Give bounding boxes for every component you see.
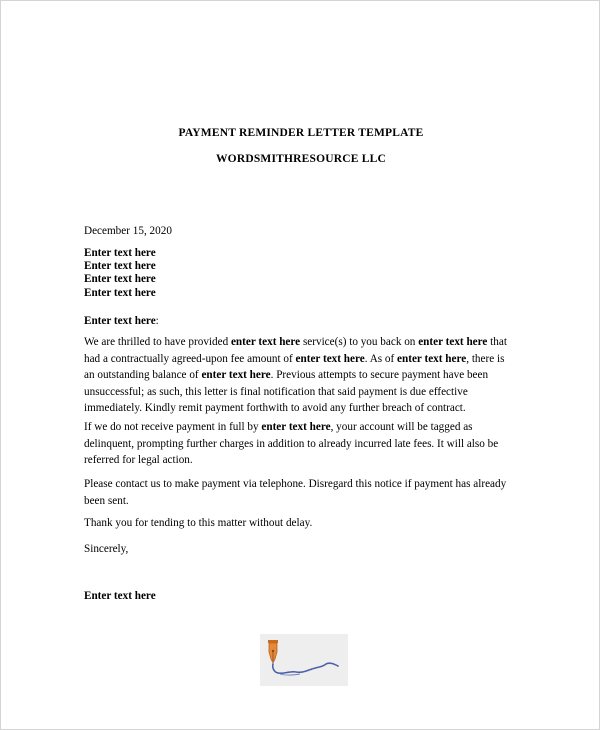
- address-line-2[interactable]: Enter text here: [84, 260, 156, 273]
- p2-line-3: referred for legal action.: [84, 454, 193, 466]
- p1-line-4: unsuccessful; as such, this letter is final notification that said payment is due effective: [84, 385, 468, 398]
- p1-field-asof[interactable]: enter text here: [397, 352, 467, 365]
- p2-field-deadline[interactable]: enter text here: [261, 421, 331, 433]
- address-line-4[interactable]: Enter text here: [84, 286, 156, 299]
- salutation-field[interactable]: Enter text here: [84, 315, 156, 327]
- p2-line-2: delinquent, prompting further charges in addition to already incurred late fees. It will also be: [84, 437, 499, 450]
- p1-line-3: [84, 367, 524, 384]
- p1-text-c: service(s) to you back on: [300, 336, 419, 348]
- pen-signature-logo: [260, 634, 348, 686]
- p1-line-5: immediately. Kindly remit payment forthwith to avoid any further breach of contract.: [84, 402, 466, 414]
- address-line-1[interactable]: Enter text here: [84, 247, 156, 259]
- paragraph-4: Thank you for tending to this matter without delay.: [84, 517, 313, 529]
- p1-text-a: We are thrilled to have provided: [84, 336, 231, 348]
- p2-line-1: [84, 419, 524, 436]
- recipient-address: [84, 247, 524, 300]
- signature-field[interactable]: Enter text here: [84, 590, 156, 602]
- salutation: [84, 313, 524, 330]
- paragraph-2: [84, 419, 524, 469]
- company-name: WORDSMITHRESOURCE LLC: [215, 153, 387, 165]
- p1-text-k: an outstanding balance of: [84, 369, 202, 381]
- p2-text-a: If we do not receive payment in full by: [84, 421, 262, 433]
- p1-field-service[interactable]: enter text here: [230, 336, 301, 348]
- p1-text-m: . Previous attempts to secure payment have been: [270, 369, 489, 381]
- closing: Sincerely,: [84, 543, 129, 555]
- p1-line-1: [84, 334, 524, 351]
- p1-text-h: . As of: [364, 352, 398, 365]
- paragraph-1: [84, 334, 524, 417]
- p2-text-c: , your account will be tagged as: [330, 421, 473, 433]
- p1-field-date[interactable]: enter text here: [418, 336, 488, 348]
- p1-text-e: that: [487, 336, 507, 348]
- p1-text-f: had a contractually agreed-upon fee amount of: [84, 352, 296, 365]
- p1-field-balance[interactable]: enter text here: [201, 369, 271, 381]
- salutation-colon: :: [155, 315, 159, 327]
- letter-date: December 15, 2020: [84, 225, 172, 237]
- p1-line-2: [84, 351, 524, 368]
- address-line-3[interactable]: Enter text here: [84, 273, 156, 286]
- p3-line-2: been sent.: [84, 494, 129, 507]
- pen-signature-icon: [260, 634, 348, 686]
- paragraph-3: [84, 476, 524, 509]
- letter-title: PAYMENT REMINDER LETTER TEMPLATE: [178, 127, 424, 139]
- p3-line-1: Please contact us to make payment via telephone. Disregard this notice if payment has already: [84, 478, 507, 490]
- p1-text-j: , there is: [466, 352, 505, 365]
- p1-field-fee[interactable]: enter text here: [295, 352, 365, 365]
